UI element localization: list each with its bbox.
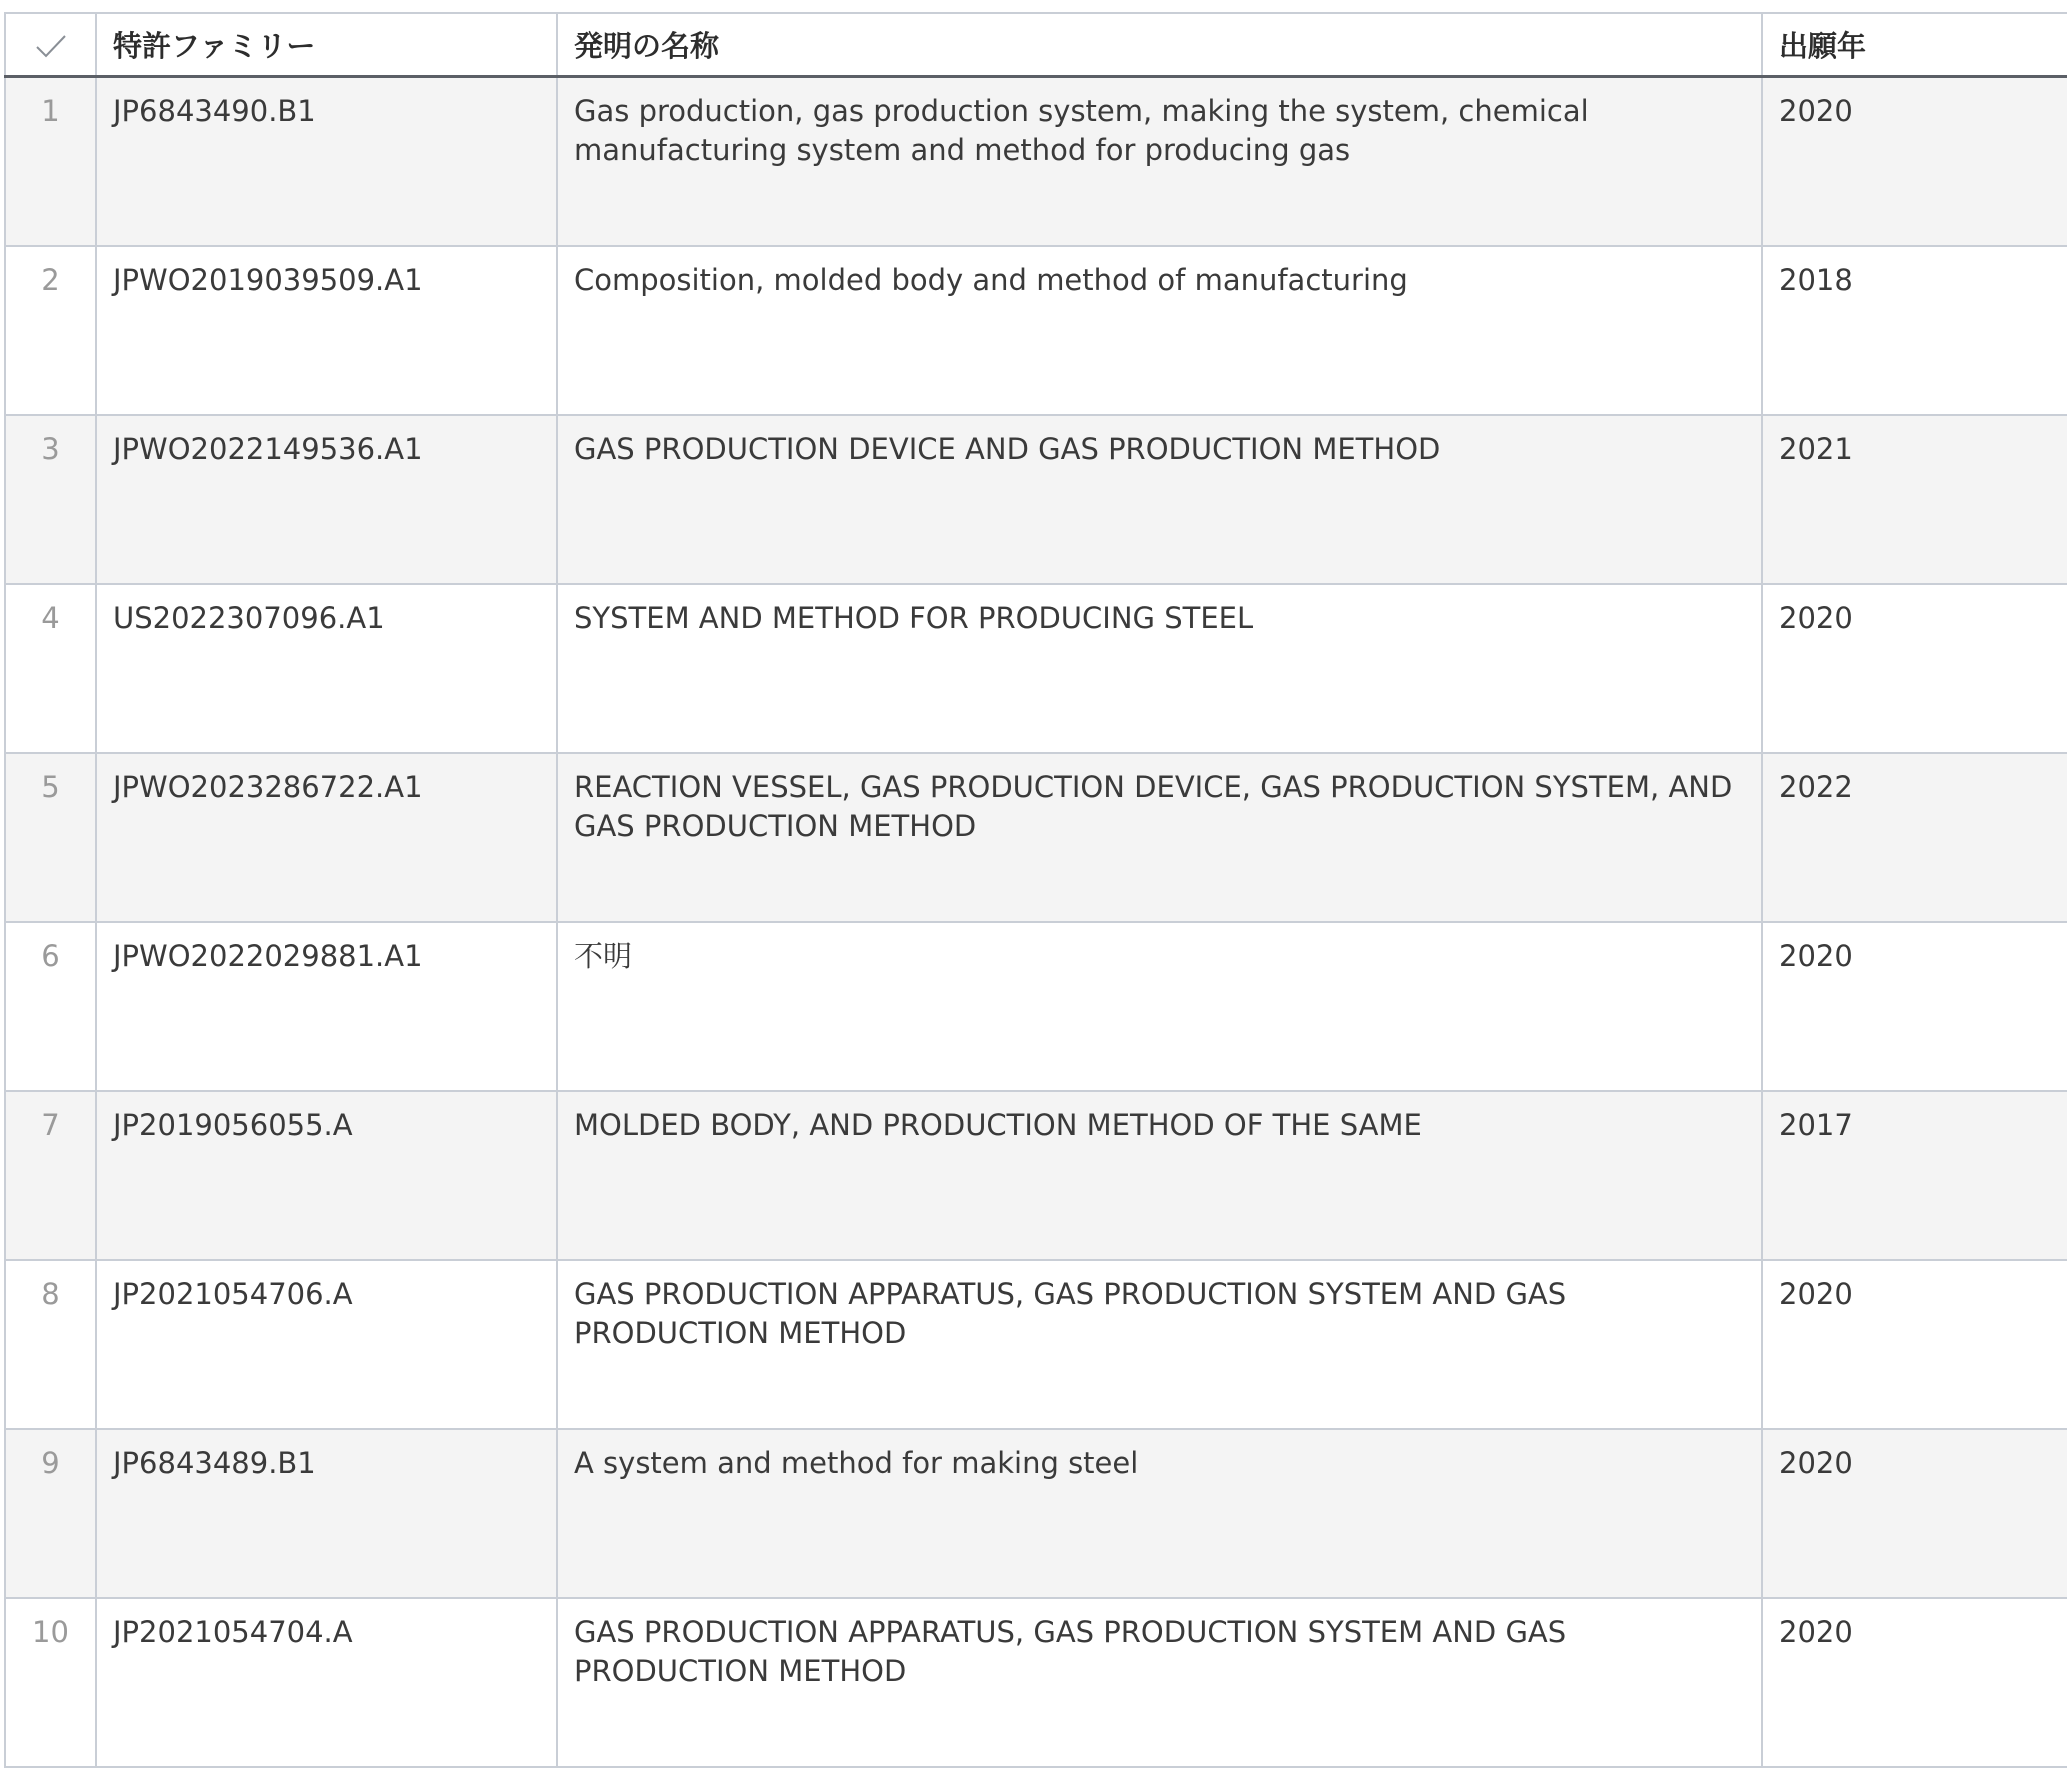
filing-year-cell: 2021 [1762,415,2067,584]
patent-table [4,12,2067,1768]
patent-family-cell: JP6843490.B1 [96,77,557,247]
table-row[interactable] [5,584,2067,753]
invention-title-cell: Composition, molded body and method of manufacturing [557,246,1762,415]
column-header-invention-title[interactable]: 発明の名称 [557,13,1762,77]
table-row[interactable] [5,246,2067,415]
filing-year-cell: 2020 [1762,77,2067,247]
patent-family-cell: US2022307096.A1 [96,584,557,753]
invention-title-cell: GAS PRODUCTION DEVICE AND GAS PRODUCTION METHOD [557,415,1762,584]
patent-family-cell: JP2019056055.A [96,1091,557,1260]
filing-year-cell: 2020 [1762,1260,2067,1429]
table-body [5,77,2067,1768]
row-number: 2 [5,246,96,415]
row-number: 5 [5,753,96,922]
filing-year-cell: 2020 [1762,1598,2067,1767]
filing-year-cell: 2022 [1762,753,2067,922]
invention-title-cell: REACTION VESSEL, GAS PRODUCTION DEVICE, GAS PRODUCTION SYSTEM, AND GAS PRODUCTION METHOD [557,753,1762,922]
invention-title-cell: SYSTEM AND METHOD FOR PRODUCING STEEL [557,584,1762,753]
table-row[interactable] [5,1429,2067,1598]
patent-family-cell: JP6843489.B1 [96,1429,557,1598]
row-number: 3 [5,415,96,584]
table-header [5,13,2067,77]
column-header-patent-family[interactable]: 特許ファミリー [96,13,557,77]
table-row[interactable] [5,922,2067,1091]
table-row[interactable] [5,77,2067,247]
row-number: 6 [5,922,96,1091]
patent-family-cell: JP2021054706.A [96,1260,557,1429]
row-number: 1 [5,77,96,247]
invention-title-cell: A system and method for making steel [557,1429,1762,1598]
column-header-filing-year[interactable]: 出願年 [1762,13,2067,77]
invention-title-cell: GAS PRODUCTION APPARATUS, GAS PRODUCTION SYSTEM AND GAS PRODUCTION METHOD [557,1260,1762,1429]
invention-title-cell: 不明 [557,922,1762,1091]
table-row[interactable] [5,1091,2067,1260]
select-all-column-header[interactable] [5,13,96,77]
filing-year-cell: 2017 [1762,1091,2067,1260]
row-number: 7 [5,1091,96,1260]
patent-family-cell: JPWO2022029881.A1 [96,922,557,1091]
row-number: 4 [5,584,96,753]
table-row[interactable] [5,753,2067,922]
row-number: 8 [5,1260,96,1429]
table-row[interactable] [5,1260,2067,1429]
invention-title-cell: MOLDED BODY, AND PRODUCTION METHOD OF THE SAME [557,1091,1762,1260]
row-number: 10 [5,1598,96,1767]
filing-year-cell: 2020 [1762,922,2067,1091]
patent-family-cell: JPWO2019039509.A1 [96,246,557,415]
header-row [5,13,2067,77]
filing-year-cell: 2020 [1762,1429,2067,1598]
row-number: 9 [5,1429,96,1598]
filing-year-cell: 2018 [1762,246,2067,415]
invention-title-cell: GAS PRODUCTION APPARATUS, GAS PRODUCTION SYSTEM AND GAS PRODUCTION METHOD [557,1598,1762,1767]
table-row[interactable] [5,1598,2067,1767]
filing-year-cell: 2020 [1762,584,2067,753]
patent-family-cell: JP2021054704.A [96,1598,557,1767]
patent-family-cell: JPWO2022149536.A1 [96,415,557,584]
table-row[interactable] [5,415,2067,584]
check-icon[interactable] [34,32,68,62]
patent-family-cell: JPWO2023286722.A1 [96,753,557,922]
invention-title-cell: Gas production, gas production system, making the system, chemical manufacturing system and method for producing gas [557,77,1762,247]
